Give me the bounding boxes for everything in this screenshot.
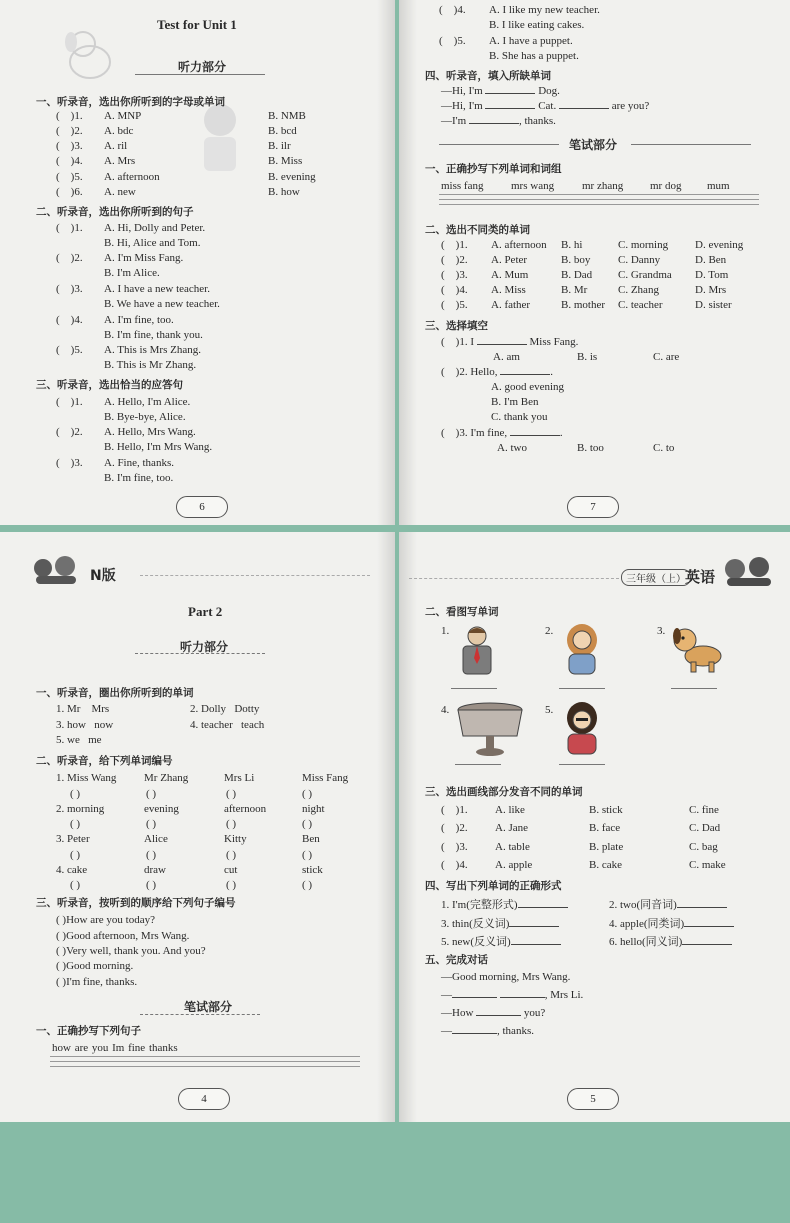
page-number: 7	[567, 496, 619, 518]
answer-paren[interactable]: ( )	[302, 879, 313, 891]
copy-word: mrs wang	[511, 180, 555, 192]
option-b: B. NMB	[268, 110, 306, 122]
list-item: ( )4.	[439, 4, 466, 16]
header-bar	[0, 562, 395, 588]
copy-word: mum	[707, 180, 730, 192]
dialog-line: — , Mrs Li.	[441, 989, 584, 1001]
sentence-item: ( )Very well, thank you. And you?	[56, 945, 206, 957]
header-rule	[140, 575, 370, 576]
option-a: A. Jane	[495, 822, 528, 834]
option-a: A. afternoon	[104, 171, 160, 183]
option-a: A. I have a new teacher.	[104, 283, 210, 295]
word: 4. cake	[56, 864, 88, 876]
answer-blank[interactable]	[682, 944, 732, 945]
header-bar	[399, 566, 790, 592]
page-number: 4	[178, 1088, 230, 1110]
sentence-item: ( )Good morning.	[56, 960, 134, 972]
copy-sentence: how are you Im fine thanks	[52, 1042, 178, 1054]
answer-line[interactable]	[559, 688, 605, 689]
divider	[631, 144, 751, 145]
word: Alice	[144, 833, 168, 845]
list-item: ( )6.	[56, 186, 83, 198]
option-a: A. am	[493, 351, 520, 363]
form-item: 1. I'm(完整形式)	[441, 896, 568, 912]
subject-label: 英语	[685, 568, 716, 586]
girl-picture	[559, 622, 605, 676]
word: night	[302, 803, 325, 815]
option-a: A. I have a puppet.	[489, 35, 573, 47]
word: evening	[144, 803, 179, 815]
option-b: B. Miss	[268, 155, 303, 167]
word-pair: 2. Dolly Dotty	[190, 703, 260, 715]
answer-paren[interactable]: ( )	[226, 788, 237, 800]
word-pair: 4. teacher teach	[190, 719, 265, 731]
option-a: A. I'm fine, too.	[104, 314, 174, 326]
answer-paren[interactable]: ( )	[146, 818, 157, 830]
list-item: ( )1.	[56, 110, 83, 122]
option-b: B. stick	[589, 804, 623, 816]
list-item: ( )3.	[441, 269, 468, 281]
answer-paren[interactable]: ( )	[302, 849, 313, 861]
option-b: B. I like eating cakes.	[489, 19, 585, 31]
word: afternoon	[224, 803, 267, 815]
answer-blank[interactable]	[452, 1033, 497, 1034]
option-d: D. Ben	[695, 254, 727, 266]
option-b: B. I'm Ben	[491, 396, 539, 408]
list-item: ( )2.	[56, 426, 83, 438]
answer-line[interactable]	[451, 688, 497, 689]
form-item: 2. two(同音词)	[609, 896, 727, 912]
answer-line[interactable]	[559, 764, 605, 765]
option-b: B. I'm fine, thank you.	[104, 329, 203, 341]
question: ( )1. I Miss Fang.	[441, 336, 579, 348]
list-item: ( )5.	[439, 35, 466, 47]
list-item: ( )4.	[56, 314, 83, 326]
sentence-item: ( )I'm fine, thanks.	[56, 976, 138, 988]
answer-blank[interactable]	[509, 926, 559, 927]
option-b: B. Dad	[561, 269, 593, 281]
list-item: ( )3.	[56, 283, 83, 295]
form-item: 4. apple(同类词)	[609, 915, 734, 931]
list-item: ( )2.	[56, 252, 83, 264]
list-item: ( )1.	[441, 804, 468, 816]
option-c: C. Grandma	[618, 269, 672, 281]
list-item: ( )1.	[56, 396, 83, 408]
option-a: A. Mum	[491, 269, 529, 281]
section-heading: 三、选出画线部分发音不同的单词	[425, 786, 583, 798]
option-a: A. Peter	[491, 254, 528, 266]
option-a: A. like	[495, 804, 525, 816]
option-a: A. ril	[104, 140, 128, 152]
list-item: ( )2.	[441, 254, 468, 266]
brand-label: N版	[90, 568, 116, 584]
option-a: A. Hi, Dolly and Peter.	[104, 222, 206, 234]
answer-paren[interactable]: ( )	[302, 788, 313, 800]
option-c: C. bag	[689, 841, 718, 853]
option-b: B. how	[268, 186, 300, 198]
spine-shadow	[399, 0, 417, 525]
answer-paren[interactable]: ( )	[226, 818, 237, 830]
answer-paren[interactable]: ( )	[226, 849, 237, 861]
option-b: B. evening	[268, 171, 316, 183]
option-a: A. Fine, thanks.	[104, 457, 174, 469]
page-number: 5	[567, 1088, 619, 1110]
option-c: C. morning	[618, 239, 669, 251]
answer-blank[interactable]	[511, 944, 561, 945]
option-b: B. boy	[561, 254, 591, 266]
cartoon-dog-watermark	[55, 22, 125, 92]
section-heading: 三、选择填空	[425, 320, 488, 332]
option-c: C. make	[689, 859, 726, 871]
answer-blank[interactable]	[684, 926, 734, 927]
answer-blank[interactable]	[677, 907, 727, 908]
page-5	[399, 532, 790, 1122]
list-item: ( )4.	[441, 284, 468, 296]
option-a: A. Mrs	[104, 155, 136, 167]
woman-picture	[559, 700, 605, 756]
table-picture	[455, 700, 525, 758]
cartoon-pets-icon	[30, 554, 82, 586]
option-d: D. sister	[695, 299, 732, 311]
option-d: D. Tom	[695, 269, 729, 281]
dialog-line: —Hi, I'm Cat. are you?	[441, 100, 650, 112]
page-4	[0, 532, 395, 1122]
answer-blank[interactable]	[452, 997, 497, 998]
cartoon-pets-icon	[721, 554, 777, 588]
picture-label: 1.	[441, 625, 450, 637]
option-d: D. evening	[695, 239, 744, 251]
word-pair: 5. we me	[56, 734, 102, 746]
listening-section-title: 听力部分	[180, 640, 229, 654]
option-a: A. apple	[495, 859, 533, 871]
option-b: B. We have a new teacher.	[104, 298, 220, 310]
dialog-line: —Hi, I'm Dog.	[441, 85, 560, 97]
list-item: ( )1.	[56, 222, 83, 234]
option-b: B. Hi, Alice and Tom.	[104, 237, 201, 249]
option-a: A. I'm Miss Fang.	[104, 252, 184, 264]
copy-word: mr dog	[650, 180, 682, 192]
answer-paren[interactable]: ( )	[146, 849, 157, 861]
list-item: ( )4.	[56, 155, 83, 167]
section-heading: 二、听录音，选出你所听到的句子	[36, 206, 194, 218]
word: cut	[224, 864, 238, 876]
section-heading: 三、听录音，选出恰当的应答句	[36, 379, 183, 391]
answer-line[interactable]	[455, 764, 501, 765]
answer-line[interactable]	[671, 688, 717, 689]
answer-blank[interactable]	[476, 1015, 521, 1016]
answer-blank[interactable]	[477, 344, 527, 345]
man-picture	[455, 624, 499, 676]
option-a: A. table	[495, 841, 530, 853]
section-heading: 二、看图写单词	[425, 606, 499, 618]
option-b: B. mother	[561, 299, 605, 311]
list-item: ( )4.	[441, 859, 468, 871]
answer-blank[interactable]	[469, 123, 519, 124]
written-section-title: 笔试部分	[184, 1000, 233, 1014]
answer-blank[interactable]	[559, 108, 609, 109]
page-title: Test for Unit 1	[157, 17, 237, 32]
form-item: 6. hello(同义词)	[609, 933, 732, 949]
option-c: C. are	[653, 351, 680, 363]
list-item: ( )3.	[56, 140, 83, 152]
option-a: A. This is Mrs Zhang.	[104, 344, 201, 356]
option-c: C. teacher	[618, 299, 663, 311]
answer-blank[interactable]	[518, 907, 568, 908]
option-b: B. hi	[561, 239, 583, 251]
option-a: A. bdc	[104, 125, 134, 137]
answer-paren[interactable]: ( )	[146, 879, 157, 891]
spine-shadow	[377, 0, 395, 525]
answer-blank[interactable]	[485, 108, 535, 109]
option-b: B. is	[577, 351, 598, 363]
option-c: C. thank you	[491, 411, 548, 423]
picture-label: 5.	[545, 704, 554, 716]
sentence-item: ( )How are you today?	[56, 914, 155, 926]
list-item: ( )3.	[56, 457, 83, 469]
section-heading: 二、选出不同类的单词	[425, 224, 530, 236]
answer-paren[interactable]: ( )	[70, 818, 81, 830]
list-item: ( )5.	[441, 299, 468, 311]
option-a: A. MNP	[104, 110, 142, 122]
list-item: ( )1.	[441, 239, 468, 251]
answer-paren[interactable]: ( )	[70, 788, 81, 800]
option-c: C. Danny	[618, 254, 661, 266]
word: 2. morning	[56, 803, 105, 815]
section-heading: 一、听录音，圈出你所听到的单词	[36, 687, 194, 699]
word-pair: 1. Mr Mrs	[56, 703, 110, 715]
word: stick	[302, 864, 323, 876]
page-number: 6	[176, 496, 228, 518]
word: 1. Miss Wang	[56, 772, 117, 784]
picture-label: 3.	[657, 625, 666, 637]
copy-word: miss fang	[441, 180, 484, 192]
section-heading: 三、听录音，按听到的顺序给下列句子编号	[36, 897, 236, 909]
word: Mrs Li	[224, 772, 255, 784]
option-b: B. Mr	[561, 284, 588, 296]
option-a: A. Hello, Mrs Wang.	[104, 426, 196, 438]
answer-paren[interactable]: ( )	[146, 788, 157, 800]
dialog-line: —I'm , thanks.	[441, 115, 556, 127]
option-b: B. too	[577, 442, 604, 454]
option-b: B. She has a puppet.	[489, 50, 579, 62]
option-a: A. two	[497, 442, 527, 454]
option-a: A. Hello, I'm Alice.	[104, 396, 191, 408]
divider	[135, 74, 265, 75]
page-7	[399, 0, 790, 525]
option-b: B. Bye-bye, Alice.	[104, 411, 186, 423]
option-b: B. plate	[589, 841, 624, 853]
section-heading: 五、完成对话	[425, 954, 488, 966]
section-heading: 一、听录音，选出你所听到的字母或单词	[36, 96, 225, 108]
writing-lines[interactable]	[50, 1056, 360, 1071]
spine-shadow	[399, 532, 417, 1122]
question: ( )2. Hello, .	[441, 366, 554, 378]
option-d: D. Mrs	[695, 284, 727, 296]
option-b: B. face	[589, 822, 621, 834]
option-c: C. Dad	[689, 822, 721, 834]
word: Ben	[302, 833, 320, 845]
answer-paren[interactable]: ( )	[226, 879, 237, 891]
option-b: B. bcd	[268, 125, 297, 137]
option-a: A. afternoon	[491, 239, 547, 251]
dog-picture	[669, 624, 727, 674]
answer-blank[interactable]	[510, 435, 560, 436]
word: Kitty	[224, 833, 247, 845]
divider	[135, 653, 265, 654]
form-item: 5. new(反义词)	[441, 933, 561, 949]
option-a: A. new	[104, 186, 136, 198]
list-item: ( )5.	[56, 171, 83, 183]
picture-label: 2.	[545, 625, 554, 637]
option-b: B. Hello, I'm Mrs Wang.	[104, 441, 213, 453]
copy-word: mr zhang	[582, 180, 624, 192]
option-c: C. to	[653, 442, 675, 454]
grade-label: 三年级（上）	[621, 569, 691, 586]
section-heading: 一、正确抄写下列句子	[36, 1025, 141, 1037]
section-heading: 一、正确抄写下列单词和词组	[425, 163, 562, 175]
answer-blank[interactable]	[485, 93, 535, 94]
section-heading: 四、写出下列单词的正确形式	[425, 880, 562, 892]
option-a: A. father	[491, 299, 531, 311]
answer-paren[interactable]: ( )	[70, 849, 81, 861]
answer-paren[interactable]: ( )	[70, 879, 81, 891]
form-item: 3. thin(反义词)	[441, 915, 559, 931]
answer-blank[interactable]	[500, 997, 545, 998]
option-a: A. I like my new teacher.	[489, 4, 600, 16]
answer-blank[interactable]	[500, 374, 550, 375]
spine-shadow	[377, 532, 395, 1122]
list-item: ( )5.	[56, 344, 83, 356]
sentence-item: ( )Good afternoon, Mrs Wang.	[56, 930, 190, 942]
question: ( )3. I'm fine, .	[441, 427, 563, 439]
answer-paren[interactable]: ( )	[302, 818, 313, 830]
page-title: Part 2	[188, 604, 223, 619]
divider	[140, 1014, 260, 1015]
dialog-line: — , thanks.	[441, 1025, 534, 1037]
dialog-line: —Good morning, Mrs Wang.	[441, 971, 571, 983]
section-heading: 二、听录音，给下列单词编号	[36, 755, 173, 767]
dialog-line: —How you?	[441, 1007, 546, 1019]
word: Miss Fang	[302, 772, 349, 784]
divider	[439, 144, 559, 145]
written-section-title: 笔试部分	[569, 138, 618, 152]
word: Mr Zhang	[144, 772, 189, 784]
option-a: A. good evening	[491, 381, 565, 393]
option-a: A. Miss	[491, 284, 526, 296]
section-heading: 四、听录音，填入所缺单词	[425, 70, 551, 82]
list-item: ( )3.	[441, 841, 468, 853]
word: 3. Peter	[56, 833, 90, 845]
option-b: B. This is Mr Zhang.	[104, 359, 197, 371]
listening-section-title: 听力部分	[178, 60, 227, 74]
list-item: ( )2.	[56, 125, 83, 137]
list-item: ( )2.	[441, 822, 468, 834]
word-pair: 3. how now	[56, 719, 114, 731]
header-rule	[409, 578, 619, 579]
word: draw	[144, 864, 166, 876]
page-6	[0, 0, 395, 525]
option-c: C. fine	[689, 804, 719, 816]
option-b: B. I'm Alice.	[104, 267, 160, 279]
picture-label: 4.	[441, 704, 450, 716]
option-b: B. cake	[589, 859, 622, 871]
option-c: C. Zhang	[618, 284, 659, 296]
option-b: B. ilr	[268, 140, 291, 152]
option-b: B. I'm fine, too.	[104, 472, 174, 484]
writing-lines[interactable]	[439, 194, 759, 209]
